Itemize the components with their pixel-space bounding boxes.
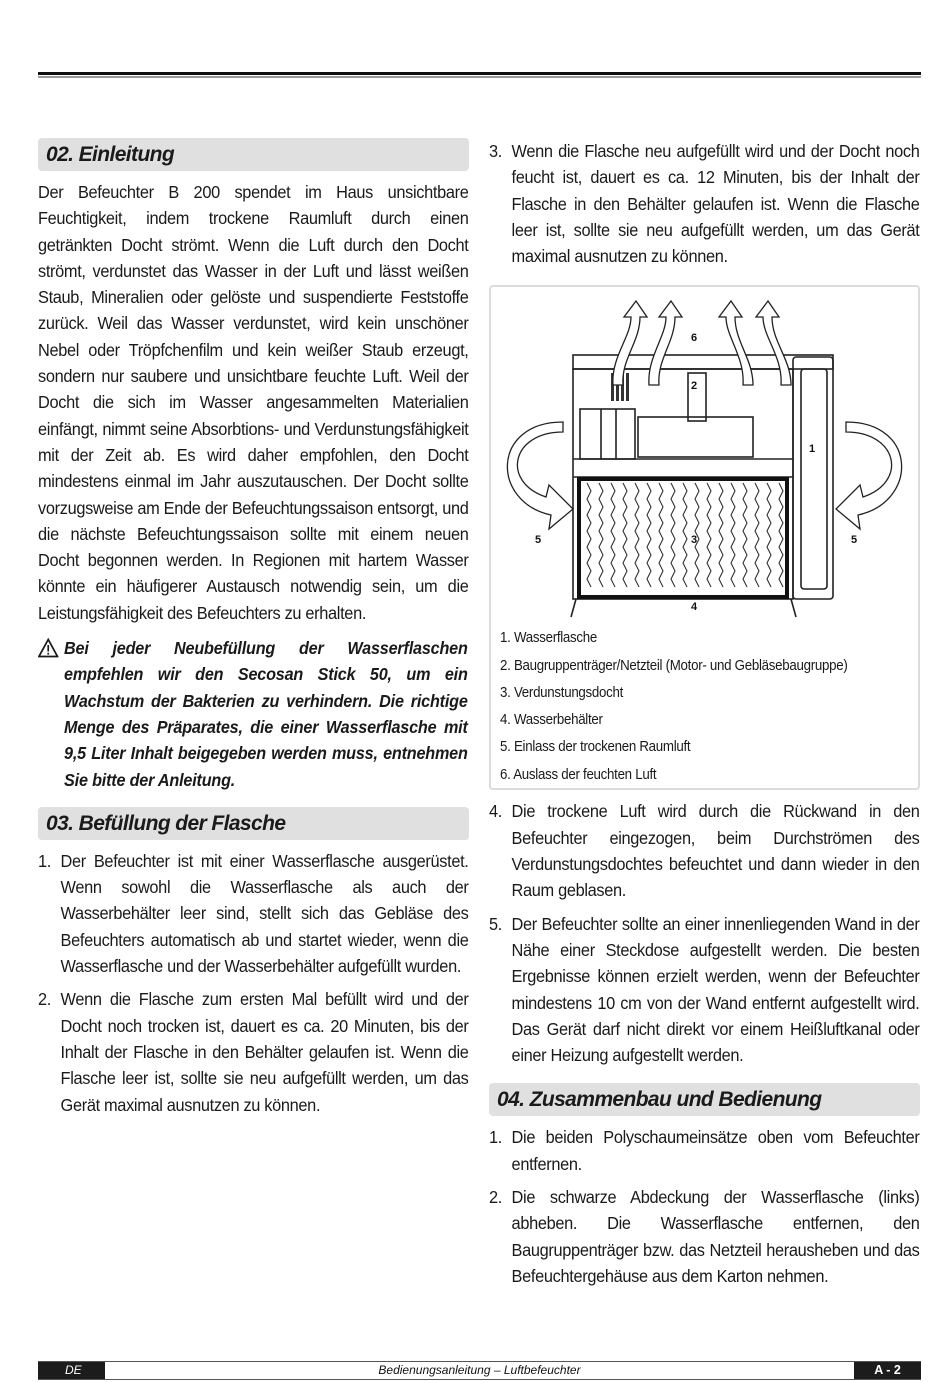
left-column (38, 138, 469, 1125)
humidifier-diagram-figure (489, 285, 920, 790)
legend-item: 3. Verdunstungsdocht (500, 684, 624, 701)
warning-text: Bei jeder Neubefüllung der Wasserflaschen empfehlen wir den Secosan Stick 50, um ein Wachstum der Bakterien zu verhindern. Die richtige Menge des Präparates, die einer Wasserflasche mit 9,5 Liter Inhalt beigegeben werden muss, entnehmen Sie bitte der Anleitung. (64, 638, 468, 790)
right-column (489, 138, 920, 1296)
warning-note (38, 635, 468, 793)
svg-text:5: 5 (851, 534, 858, 547)
list-item: 4. Die trockene Luft wird durch die Rückwand in den Befeuchter eingezogen, beim Durchströmen des Verdunstungsdochtes befeuchtet und dann wieder in den Raum geblasen. (489, 801, 920, 901)
svg-text:4: 4 (691, 601, 698, 614)
legend-item: 2. Baugruppenträger/Netzteil (Motor- und Gebläsebaugruppe) (500, 657, 848, 674)
warning-triangle-icon (38, 638, 58, 658)
intro-paragraph: Der Befeuchter B 200 spendet im Haus unsichtbare Feuchtigkeit, indem trockene Raumluft durch einen getränkten Docht strömt. Wenn die Luft durch den Docht strömt, verdunstet das Wasser in der Luft und lässt weißen Staub, Mineralien oder gelöste und suspendierte Feststoffe zurück. Weil das Wasser verdunstet, wird kein unschöner Nebel oder Tröpfchenfilm und kein weißer Staub erzeugt, sondern nur saubere und unsichtbare feuchte Luft. Weil der Docht die sich im Wasser angesammelten Materialien einfängt, nimmt seine Absorbtions- und Verdunstungsfähigkeit mit der Zeit ab. Es wird daher empfohlen, den Docht mindestens einmal im Jahr auszutauschen. Der Docht sollte vorzugsweise am Ende der Befeuchtungssaison entsorgt, und die nächste Befeuchtungssaison sollte mit einem neuen Docht begonnen werden. In Regionen mit hartem Wasser könnte ein häufigerer Austausch notwendig sein, um die Leistungsfähigkeit des Befeuchters zu erhalten. (38, 182, 469, 623)
filling-steps-list-cont (489, 138, 920, 269)
list-item: 3. Wenn die Flasche neu aufgefüllt wird und der Docht noch feucht ist, dauert es ca. 12 Minuten, bis der Inhalt der Flasche in den Behälter gelaufen ist. Wenn die Flasche leer ist, sollte sie neu aufgefüllt werden, um das Gerät maximal ausnutzen zu können. (489, 141, 920, 267)
legend-item: 1. Wasserflasche (500, 630, 598, 647)
page-number: A - 2 (854, 1362, 921, 1379)
svg-text:6: 6 (691, 332, 698, 345)
footer-title: Bedienungsanleitung – Luftbefeuchter (378, 1363, 581, 1377)
section-title-einleitung: 02. Einleitung (38, 138, 469, 171)
svg-text:2: 2 (691, 380, 698, 393)
filling-steps-list (38, 848, 469, 1118)
list-item: 1. Die beiden Polyschaumeinsätze oben vom Befeuchter entfernen. (489, 1127, 920, 1174)
list-item: 1. Der Befeuchter ist mit einer Wasserflasche ausgerüstet. Wenn sowohl die Wasserflasche als auch der Wasserbehälter leer sind, stellt sich das Gebläse des Befeuchters automatisch ab und startet wieder, wenn die Wasserflasche und der Wasserbehälter aufgefüllt wurden. (38, 850, 469, 977)
legend-item: 4. Wasserbehälter (500, 712, 603, 729)
list-item: 2. Die schwarze Abdeckung der Wasserflasche (links) abheben. Die Wasserflasche entfernen, den Baugruppenträger bzw. das Netzteil herausheben und das Befeuchtergehäuse aus dem Karton nehmen. (489, 1187, 920, 1286)
legend-item: 5. Einlass der trockenen Raumluft (500, 739, 691, 756)
list-item: 5. Der Befeuchter sollte an einer innenliegenden Wand in der Nähe einer Steckdose aufgestellt werden. Die besten Ergebnisse können erzielt werden, wenn der Befeuchter mindestens 10 cm von der Wand entfernt aufgestellt wird. Das Gerät darf nicht direkt vor einem Heißluftkanal oder einer Heizung aufgestellt werden. (489, 913, 920, 1066)
list-item: 2. Wenn die Flasche zum ersten Mal befüllt wird und der Docht noch trocken ist, dauert es ca. 20 Minuten, bis der Inhalt der Flasche in den Behälter gelaufen ist. Wenn die Flasche leer ist, sollte sie neu aufgefüllt werden, um das Gerät maximal ausnutzen zu können. (38, 989, 469, 1115)
filling-steps-list-cont2 (489, 798, 920, 1068)
header-rule (38, 72, 921, 78)
section-title-befuellung: 03. Befüllung der Flasche (38, 807, 469, 840)
svg-text:3: 3 (691, 534, 698, 547)
legend-item: 6. Auslass der feuchten Luft (500, 766, 657, 783)
svg-text:5: 5 (535, 534, 542, 547)
svg-text:1: 1 (809, 443, 816, 456)
assembly-steps-list (489, 1124, 920, 1289)
page-footer (38, 1361, 921, 1380)
language-badge: DE (38, 1362, 105, 1379)
diagram-legend (500, 625, 847, 788)
section-title-zusammenbau: 04. Zusammenbau und Bedienung (489, 1083, 920, 1116)
